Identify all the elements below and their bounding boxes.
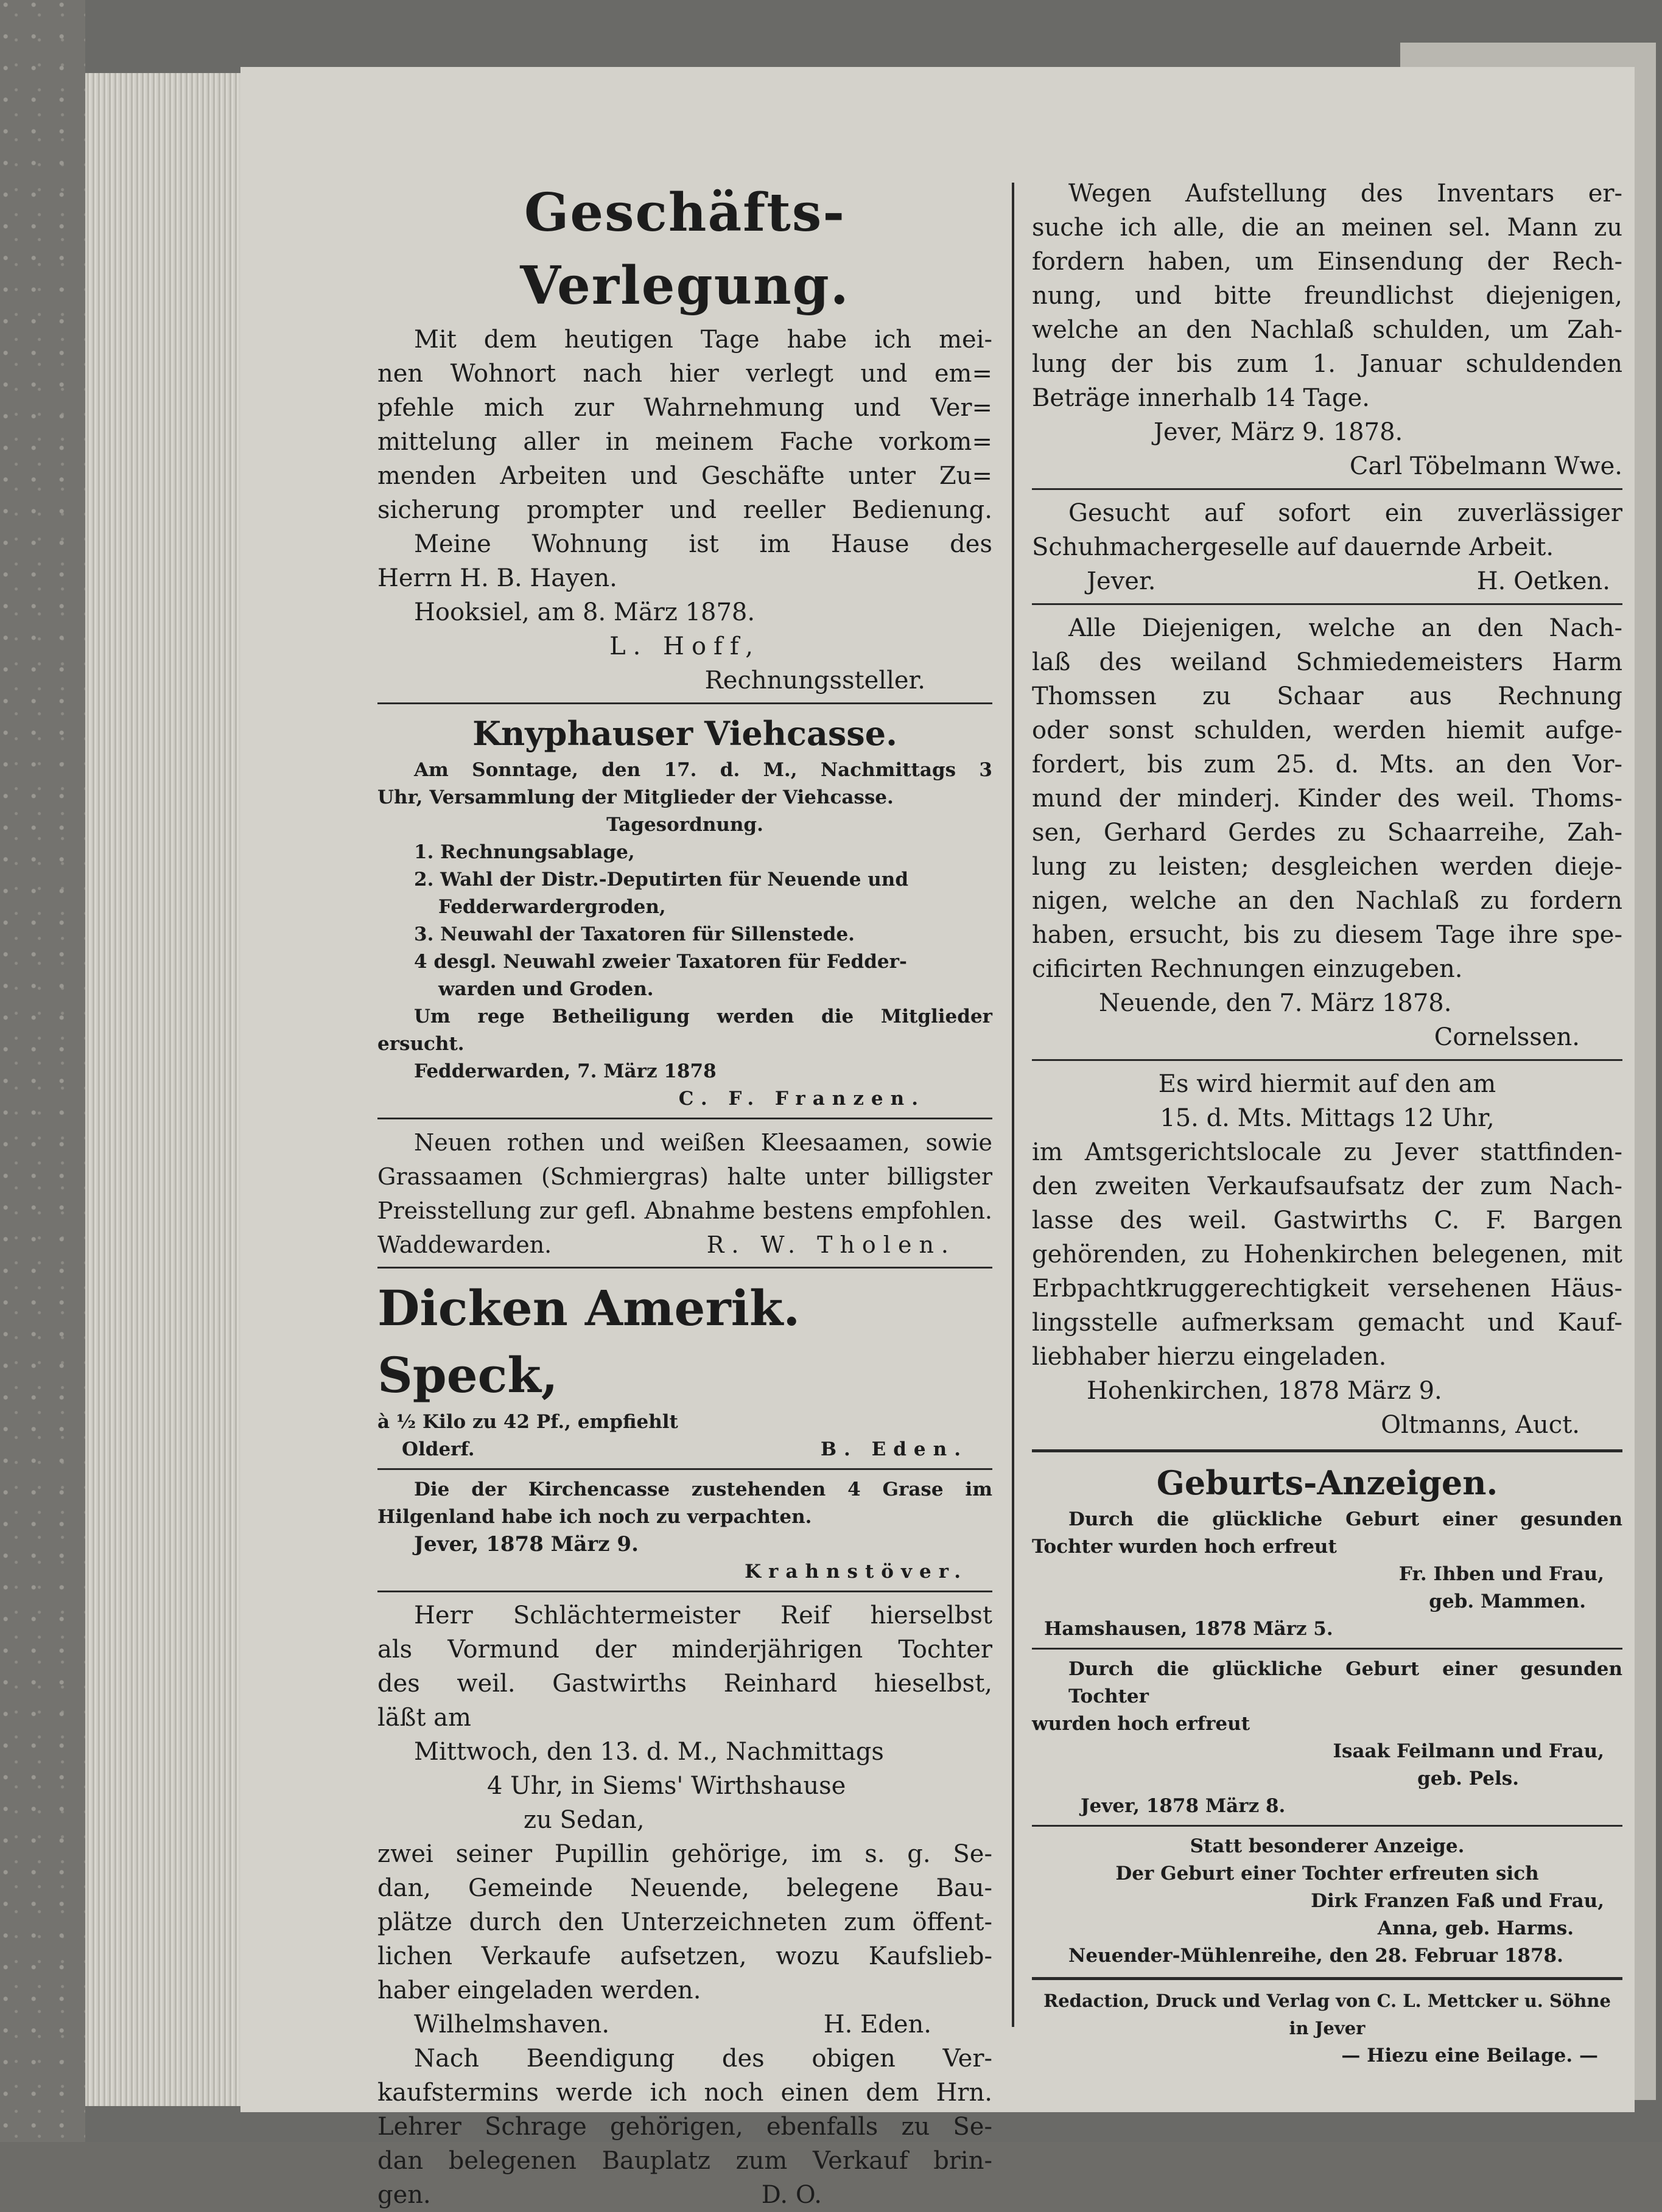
left-column xyxy=(377,177,992,2212)
ad-separator xyxy=(377,1118,992,1119)
ad-place: Waddewarden. xyxy=(377,1231,552,1258)
text-line: menden Arbeiten und Geschäfte unter Zu= xyxy=(377,462,992,490)
text-line: Es wird hiermit auf den am xyxy=(1158,1070,1496,1098)
agenda-item: 1. Rechnungsablage, xyxy=(414,841,635,863)
text-line: nen Wohnort nach hier verlegt und em= xyxy=(377,360,992,388)
ad-date: Jever, 1878 März 9. xyxy=(414,1532,639,1556)
ad-signer: Cornelssen. xyxy=(1434,1023,1580,1051)
text-line: dan, Gemeinde Neuende, belegene Bau- xyxy=(377,1874,992,1902)
text-line: Lehrer Schrage gehörigen, ebenfalls zu Se- xyxy=(377,2113,992,2141)
ad-date: Hooksiel, am 8. März 1878. xyxy=(414,598,756,626)
ad-signer: Krahnstöver. xyxy=(745,1561,968,1583)
text-line: dan belegenen Bauplatz zum Verkauf brin- xyxy=(377,2147,992,2175)
text-line: laß des weiland Schmiedemeisters Harm xyxy=(1032,648,1622,676)
text-line: kaufstermins werde ich noch einen dem Hrn. xyxy=(377,2079,992,2107)
newspaper-page xyxy=(240,67,1635,2209)
announcer-nee: geb. Mammen. xyxy=(1429,1591,1586,1612)
agenda-item: warden und Groden. xyxy=(438,978,654,1000)
ad-separator xyxy=(1032,1648,1622,1650)
ad-clover-seed xyxy=(377,1125,992,1262)
text-line: Gesucht auf sofort ein zuverlässiger xyxy=(1068,499,1622,527)
text-line: Thomssen zu Schaar aus Rechnung xyxy=(1032,682,1622,710)
ad-signer: H. Eden. xyxy=(823,2011,931,2039)
text-line: Durch die glückliche Geburt einer gesunden xyxy=(1068,1508,1622,1530)
announcer-nee: Anna, geb. Harms. xyxy=(1377,1917,1574,1939)
event-line: zu Sedan, xyxy=(524,1806,645,1834)
ad-signer-role: Rechnungssteller. xyxy=(704,667,925,695)
ad-knyphausen-cattle-fund xyxy=(377,710,992,1113)
text-line: Erbpachtkruggerechtigkeit versehenen Häus- xyxy=(1032,1275,1622,1303)
ad-separator xyxy=(377,1267,992,1269)
ad-date: Neuende, den 7. März 1878. xyxy=(1099,989,1452,1017)
section-separator xyxy=(1032,1449,1622,1452)
imprint xyxy=(1032,1987,1622,2070)
ad-shoemaker-wanted xyxy=(1032,496,1622,598)
text-line: des weil. Gastwirths Reinhard hieselbst, xyxy=(377,1670,992,1698)
text-line: Der Geburt einer Tochter erfreuten sich xyxy=(1115,1863,1539,1885)
ad-church-grazing-lease xyxy=(377,1476,992,1586)
text-line: suche ich alle, die an meinen sel. Mann zu xyxy=(1032,214,1622,242)
ad-place: Wilhelmshaven. xyxy=(414,2011,610,2039)
ad-business-relocation xyxy=(377,177,992,698)
ad-sale-notice xyxy=(1032,1067,1622,1442)
ad-building-plot-auction xyxy=(377,1598,992,2212)
column-divider xyxy=(1012,183,1014,2027)
ad-separator xyxy=(377,702,992,704)
ad-signer: C. F. Franzen. xyxy=(678,1088,925,1110)
announcer: Dirk Franzen Faß und Frau, xyxy=(1311,1890,1604,1912)
ad-date: Jever, März 9. 1878. xyxy=(1154,418,1403,446)
agenda-item: 4 desgl. Neuwahl zweier Taxatoren für Fedder- xyxy=(414,951,907,973)
text-line: Herrn H. B. Hayen. xyxy=(377,564,617,592)
event-line: 4 Uhr, in Siems' Wirthshause xyxy=(487,1772,846,1800)
ad-separator xyxy=(1032,488,1622,490)
announcement-date: Jever, 1878 März 8. xyxy=(1081,1795,1286,1817)
text-line: im Amtsgerichtslocale zu Jever stattfinden- xyxy=(1032,1138,1622,1166)
agenda-item: 3. Neuwahl der Taxatoren für Sillenstede. xyxy=(414,923,855,945)
text-line: fordern haben, um Einsendung der Rech- xyxy=(1032,248,1622,276)
page-stack-edge xyxy=(85,73,250,2106)
ad-date: Hohenkirchen, 1878 März 9. xyxy=(1087,1377,1442,1405)
right-column xyxy=(1032,177,1622,2070)
text-line: lung der bis zum 1. Januar schuldenden xyxy=(1032,350,1622,378)
text-line: Alle Diejenigen, welche an den Nach- xyxy=(1068,614,1622,642)
announcer: Fr. Ihben und Frau, xyxy=(1398,1563,1604,1585)
agenda-item: 2. Wahl der Distr.-Deputirten für Neuende und xyxy=(414,869,908,891)
text-line: nigen, welche an den Nachlaß zu fordern xyxy=(1032,887,1622,915)
ad-inventory-notice xyxy=(1032,177,1622,483)
announcer-nee: geb. Pels. xyxy=(1417,1768,1519,1790)
text-line: Mit dem heutigen Tage habe ich mei- xyxy=(414,326,992,354)
ad-signer: B. Eden. xyxy=(820,1438,968,1460)
ad-date: Fedderwarden, 7. März 1878 xyxy=(414,1060,717,1082)
ad-separator xyxy=(1032,1059,1622,1061)
text-line: pfehle mich zur Wahrnehmung und Ver= xyxy=(377,394,992,422)
text-line: oder sonst schulden, werden hiemit aufge- xyxy=(1032,716,1622,744)
ad-signer: H. Oetken. xyxy=(1476,567,1610,595)
announcer: Isaak Feilmann und Frau, xyxy=(1333,1740,1604,1762)
text-line: als Vormund der minderjährigen Tochter xyxy=(377,1636,992,1664)
text-line: Hilgenland habe ich noch zu verpachten. xyxy=(377,1506,812,1528)
birth-announcements xyxy=(1032,1460,1622,1970)
cover-marbled-edge xyxy=(0,0,85,2142)
ad-title: Knyphauser Viehcasse. xyxy=(472,714,897,753)
text-line: läßt am xyxy=(377,1704,471,1732)
text-line: ersucht. xyxy=(377,1033,465,1055)
ad-signer: D. O. xyxy=(761,2181,822,2209)
text-line: den zweiten Verkaufsaufsatz der zum Nach- xyxy=(1032,1172,1622,1200)
text-line: Uhr, Versammlung der Mitglieder der Viehcasse. xyxy=(377,786,894,808)
text-line: Grassaamen (Schmiergras) halte unter billigster xyxy=(377,1163,992,1190)
text-line: Nach Beendigung des obigen Ver- xyxy=(414,2045,992,2073)
text-line: sicherung prompter und reeller Bedienung. xyxy=(377,496,992,524)
text-line: liebhaber hierzu eingeladen. xyxy=(1032,1343,1387,1371)
text-line: zwei seiner Pupillin gehörige, im s. g. Se- xyxy=(377,1840,992,1868)
ad-estate-claims xyxy=(1032,611,1622,1054)
section-separator xyxy=(1032,1977,1622,1980)
ad-place: Olderf. xyxy=(402,1438,475,1460)
text-line: cificirten Rechnungen einzugeben. xyxy=(1032,955,1463,983)
text-line: Schuhmachergeselle auf dauernde Arbeit. xyxy=(1032,533,1554,561)
text-line: gen. xyxy=(377,2181,431,2209)
announcement-date: Neuender-Mühlenreihe, den 28. Februar 1878. xyxy=(1068,1945,1563,1967)
text-line: fordert, bis zum 25. d. Mts. an den Vor- xyxy=(1032,751,1622,779)
text-line: lasse des weil. Gastwirths C. F. Bargen xyxy=(1032,1206,1622,1234)
text-line: 15. d. Mts. Mittags 12 Uhr, xyxy=(1160,1104,1495,1132)
text-line: mund der minderj. Kinder des weil. Thoms- xyxy=(1032,785,1622,813)
ad-separator xyxy=(1032,603,1622,605)
text-line: Herr Schlächtermeister Reif hierselbst xyxy=(414,1601,992,1629)
event-line: Mittwoch, den 13. d. M., Nachmittags xyxy=(414,1738,884,1766)
agenda-title: Tagesordnung. xyxy=(606,814,763,836)
announcement-date: Hamshausen, 1878 März 5. xyxy=(1044,1618,1333,1640)
ad-title: Dicken Amerik. Speck, xyxy=(377,1279,801,1404)
text-line: lingsstelle aufmerksam gemacht und Kauf- xyxy=(1032,1309,1622,1337)
text-line: à ½ Kilo zu 42 Pf., empfiehlt xyxy=(377,1411,678,1433)
text-line: Um rege Betheiligung werden die Mitglieder xyxy=(414,1006,992,1027)
text-line: Meine Wohnung ist im Hause des xyxy=(414,530,992,558)
section-title: Geburts-Anzeigen. xyxy=(1156,1463,1498,1502)
text-line: Durch die glückliche Geburt einer gesunden Tochter xyxy=(1068,1658,1622,1707)
ad-separator xyxy=(377,1591,992,1592)
agenda-item: Fedderwardergroden, xyxy=(438,896,666,918)
text-line: gehörenden, zu Hohenkirchen belegenen, mit xyxy=(1032,1241,1622,1269)
text-line: welche an den Nachlaß schulden, um Zah- xyxy=(1032,316,1622,344)
imprint-line: Redaction, Druck und Verlag von C. L. Mettcker u. Söhne in Jever xyxy=(1043,1990,1611,2039)
ad-signer: Carl Töbelmann Wwe. xyxy=(1349,452,1622,480)
text-line: lung zu leisten; desgleichen werden dieje- xyxy=(1032,853,1622,881)
text-line: wurden hoch erfreut xyxy=(1032,1713,1250,1735)
ad-place: Jever. xyxy=(1087,567,1156,595)
text-line: Am Sonntage, den 17. d. M., Nachmittags 3 xyxy=(414,759,992,781)
text-line: nung, und bitte freundlichst diejenigen, xyxy=(1032,282,1622,310)
text-line: Preisstellung zur gefl. Abnahme bestens empfohlen. xyxy=(377,1197,992,1224)
text-line: Beträge innerhalb 14 Tage. xyxy=(1032,384,1370,412)
ad-signer: Oltmanns, Auct. xyxy=(1381,1411,1580,1439)
ad-separator xyxy=(377,1468,992,1470)
text-line: haben, ersucht, bis zu diesem Tage ihre spe- xyxy=(1032,921,1622,949)
ad-separator xyxy=(1032,1825,1622,1827)
text-line: mittelung aller in meinem Fache vorkom= xyxy=(377,428,992,456)
text-line: Wegen Aufstellung des Inventars er- xyxy=(1068,180,1622,208)
text-line: plätze durch den Unterzeichneten zum öffent- xyxy=(377,1908,992,1936)
imprint-line: — Hiezu eine Beilage. — xyxy=(1341,2045,1598,2067)
ad-signer: L. Hoff, xyxy=(609,632,760,660)
ad-title: Geschäfts-Verlegung. xyxy=(520,182,850,317)
ad-american-bacon xyxy=(377,1275,992,1463)
text-line: haber eingeladen werden. xyxy=(377,1976,701,2004)
text-line: sen, Gerhard Gerdes zu Schaarreihe, Zah- xyxy=(1032,819,1622,847)
text-line: Tochter wurden hoch erfreut xyxy=(1032,1536,1337,1558)
text-line: Neuen rothen und weißen Kleesaamen, sowie xyxy=(414,1129,992,1156)
ad-signer: R. W. Tholen. xyxy=(706,1231,956,1258)
text-line: lichen Verkaufe aufsetzen, wozu Kaufslieb- xyxy=(377,1942,992,1970)
announcement-heading: Statt besonderer Anzeige. xyxy=(1190,1835,1465,1857)
text-line: Die der Kirchencasse zustehenden 4 Grase im xyxy=(414,1479,992,1500)
